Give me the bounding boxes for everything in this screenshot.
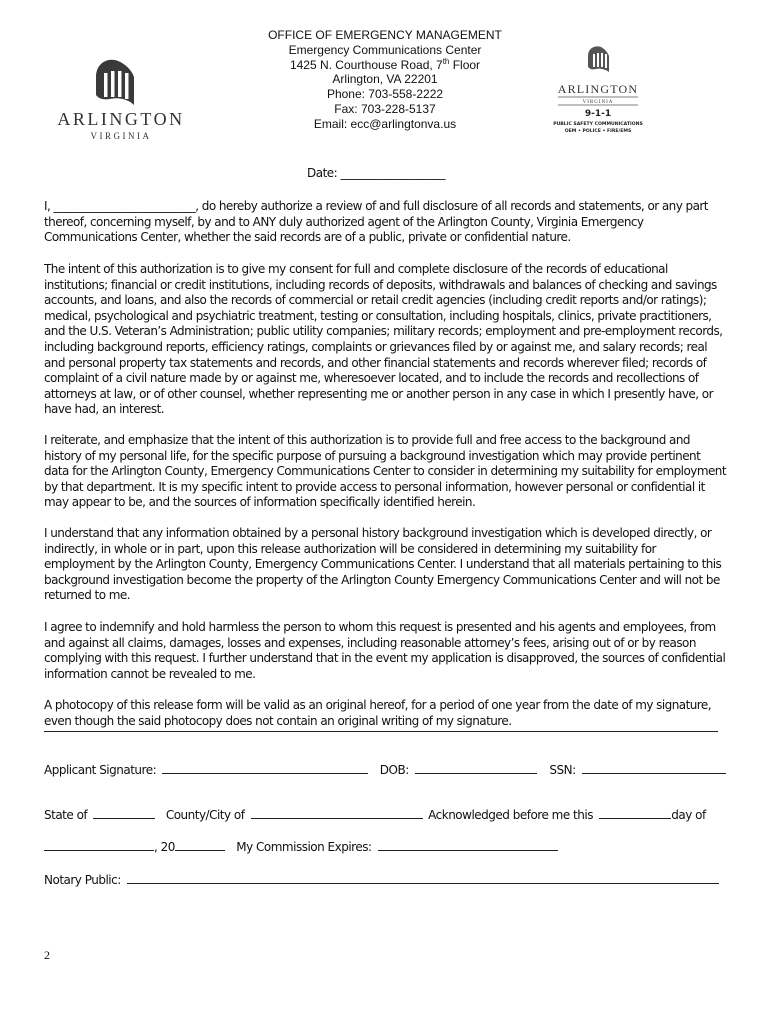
city-state-zip: Arlington, VA 22201 [332,72,438,87]
applicant-signature-field[interactable] [162,761,368,774]
logo-right-number: 9-1-1 [584,109,612,119]
notary-row [44,871,719,887]
commission-expires-field[interactable] [378,838,558,851]
office-title: OFFICE OF EMERGENCY MANAGEMENT [268,28,502,42]
arlington-911-logo [550,44,646,140]
divider-line [44,731,718,732]
notary-public-field[interactable] [127,871,719,884]
arlington-logo [44,55,198,143]
ssn-label: SSN: [549,763,576,777]
ssn-field[interactable] [582,761,726,774]
logo-right-line1: PUBLIC SAFETY COMMUNICATIONS [553,122,643,127]
street-address: 1425 N. Courthouse Road, 7th Floor [289,56,481,72]
logo-left-name: ARLINGTON [57,109,185,129]
logo-right-line2: OEM • POLICE • FIRE/EMS [564,129,632,134]
notary-public-label: Notary Public: [44,873,121,887]
photocopy-paragraph: A photocopy of this release form will be valid as an original hereof, for a period of one year from the date of my signature, even though the said photocopy does not contain an original writing of my signature. [44,698,711,728]
county-city-field[interactable] [251,806,423,819]
acknowledged-label: Acknowledged before me this [428,808,593,822]
dob-field[interactable] [415,761,537,774]
signature-row [44,761,726,777]
commission-row [44,838,558,854]
applicant-signature-label: Applicant Signature: [44,763,157,777]
intent-paragraph: The intent of this authorization is to give my consent for full and complete disclosure of the records of educational institutions; financial or credit institutions, including records of deposits, withdrawals and balances of checking and savings accounts, and loans, and also the records of commercial or retail credit agencies (including credit reports and/or ratings); medical, psychological and psychiatric treatment, testing or consultation, including hospitals, clinics, private practitioners, and the U.S. Veteran’s Administration; public utility companies; military records; employment and pre-employment records, including background reports, efficiency ratings, complaints or grievances filed by or against me, and salary records; real and personal property tax statements and records, and other financial statements and records wherever filed; records of complaint of a civil nature made by or against me, wheresoever located, and to include the records and recollections of attorneys at law, or of other counsel, whether representing me or another person in any case in which I presently have, or have had, an interest. [44,262,723,417]
email-address: Email: ecc@arlingtonva.us [313,116,457,131]
month-field[interactable] [44,838,154,851]
understand-paragraph: I understand that any information obtained by a personal history background investigation which is developed directly, or indirectly, in whole or in part, upon this release authorization will be considered in determining my suitability for employment by the Arlington County, Emergency Communications Center. I understand that all materials pertaining to this background investigation become the property of the Arlington County Emergency Communications Center and will not be returned to me. [44,526,722,603]
county-city-label: County/City of [165,808,245,822]
arlington-911-emblem-icon [550,44,646,140]
notary-location-row [44,806,706,822]
date-line: Date: ___________________ [307,166,446,180]
year-prefix-label: , 20 [154,840,175,854]
indemnify-paragraph: I agree to indemnify and hold harmless the person to whom this request is presented and his agents and employees, from and against all claims, damages, losses and expenses, including reasonable attorney’s fees, arising out of or by reason complying with this request. I further understand that in the event my application is disapproved, the sources of confidential information cannot be revealed to me. [44,620,726,681]
day-of-label: day of [671,808,706,822]
page-number: 2 [44,948,50,962]
dob-label: DOB: [379,763,409,777]
fax-number: Fax: 703-228-5137 [334,101,436,116]
arlington-house-icon [44,55,198,143]
reiterate-paragraph: I reiterate, and emphasize that the intent of this authorization is to provide full and free access to the background and history of my personal life, for the specific purpose of pursuing a background investigation which may provide pertinent data for the Arlington County, Emergency Communications Center to consider in determining my suitability for employment by that department. It is my specific intent to provide access to personal information, however personal or confidential it may appear to be, and the sources of information specifically identified herein. [44,433,726,510]
commission-expires-label: My Commission Expires: [236,840,372,854]
day-field[interactable] [599,806,671,819]
logo-right-name: ARLINGTON [557,82,639,96]
phone-number: Phone: 703-558-2222 [326,87,444,102]
year-field[interactable] [175,838,225,851]
logo-left-sub: VIRGINIA [90,131,152,141]
state-of-label: State of [44,808,88,822]
authorization-paragraph: I, __________________________, do hereby authorize a review of and full disclosure of all records and statements, or any part thereof, concerning myself, by and to ANY duly authorized agent of the Arlington County, Virginia Emergency Communications Center, whether the said records are of a public, private or confidential nature. [44,199,708,245]
state-field[interactable] [93,806,155,819]
logo-right-sub: VIRGINIA [582,100,614,105]
center-name: Emergency Communications Center [288,42,482,57]
